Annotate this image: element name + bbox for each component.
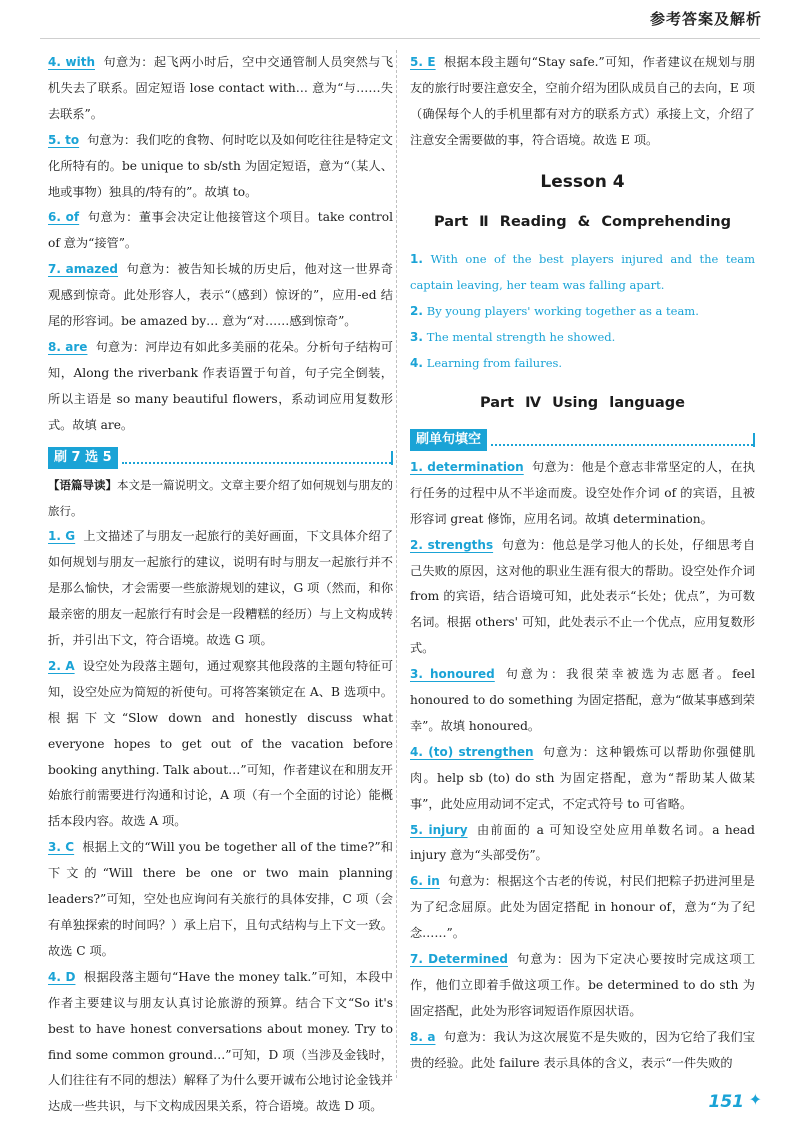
answer-item [410, 740, 755, 818]
answer-key: 7. Determined [410, 952, 508, 967]
answer-item [410, 869, 755, 947]
answer-key: 6. of [48, 210, 80, 225]
explanation-text: 句意为：被告知长城的历史后，他对这一世界奇观感到惊奇。此处形容人，表示“（感到）惊讶的”，应用-ed 结尾的形容词。be amazed by… 意为“对……感到惊奇”。 [48, 262, 394, 329]
answer-key: 6. in [410, 874, 440, 889]
explanation-text: 句意为：我很荣幸被选为志愿者。feel honoured to do something 为固定搭配，意为“做某事感到荣幸”。故填 honoured。 [410, 667, 755, 733]
reading-answer [410, 247, 755, 299]
answer-key: 5. to [48, 132, 80, 147]
answer-key: 3. honoured [410, 667, 495, 682]
section-banner-7-choose-5 [48, 447, 393, 469]
answer-key: 1. G [48, 529, 76, 544]
reading-number: 4. [410, 356, 423, 371]
answer-key: 5. injury [410, 822, 468, 837]
reading-number: 1. [410, 252, 423, 267]
banner-label: 刷 7 选 5 [48, 447, 118, 469]
answer-key: 4. with [48, 55, 95, 69]
explanation-text: 句意为：我们吃的食物、何时吃以及如何吃往往是特定文化所特有的。be unique to sb/sth 为固定短语，意为“（某人、地或事物）独具的/特有的”。故填 to。 [48, 132, 393, 199]
answer-item [48, 50, 393, 128]
explanation-text: 设空处为段落主题句，通过观察其他段落的主题句特征可知，设空处应为简短的祈使句。可将答案锁定在 A、B 选项中。根据下文“Slow down and honestly discuss what everyone hopes to get out of the vacation before booking anything. Talk about…”可知，作者建议在和朋友开始旅行前需要进行沟通和讨论，A 项（有一个全面的讨论）能概括本段内容。故选 A 项。 [48, 658, 394, 829]
answer-key: 3. C [48, 840, 75, 855]
explanation-text: 句意为：董事会决定让他接管这个项目。take control of 意为“接管”。 [48, 210, 393, 251]
explanation-text: 句意为：因为下定决心要按时完成这项工作，他们立即着手做这项工作。be determined to do sth 为固定搭配，此处为形容词短语作原因状语。 [410, 952, 756, 1018]
explanation-text: 上文描述了与朋友一起旅行的美好画面，下文具体介绍了如何规划与朋友一起旅行的建议，说明有时与朋友一起旅行并不是那么愉快，才会需要一些旅游规划的建议，G 项（然而，和你最亲密的朋友一起旅行有时会是一段糟糕的经历）与上文构成转折，并引出下文，符合语境。故选 G 项。 [48, 529, 394, 648]
explanation-text: 句意为：我认为这次展览不是失败的，因为它给了我们宝贵的经验。此处 failure 表示具体的含义，表示“一件失败的 [410, 1029, 756, 1070]
answer-key: 2. strengths [410, 537, 494, 552]
explanation-text: 句意为：这种锻炼可以帮助你强健肌肉。help sb (to) do sth 为固定搭配，意为“帮助某人做某事”，此处应用动词不定式，不定式符号 to 可省略。 [410, 744, 756, 811]
answer-key: 8. are [48, 339, 88, 354]
answer-item [48, 205, 393, 257]
page-number: 151 [708, 1092, 744, 1112]
reading-number: 3. [410, 330, 423, 345]
part-2-heading: Part Ⅱ Reading & Comprehending [434, 213, 731, 230]
explanation-text: 句意为：他总是学习他人的长处，仔细思考自己失败的原因，这对他的职业生涯有很大的帮助。设空处作介词 from 的宾语，结合语境可知，此处表示“长处；优点”，为可数名词。根据 others' 可知，此处表示不止一个优点，应用复数形式。 [410, 537, 756, 656]
answer-item [48, 128, 393, 206]
answer-key: 4. (to) strengthen [410, 744, 534, 759]
reading-answer [410, 351, 755, 377]
header-divider [40, 38, 760, 39]
answer-key: 4. D [48, 969, 76, 984]
explanation-text: 根据段落主题句“Have the money talk.”可知，本段中作者主要建议与朋友认真讨论旅游的预算。结合下文“So it's best to have honest conversations about money. Try to find some common ground…”可知，D 项（当涉及金钱时，人们往往有不同的想法）解释了为什么要开诚布公地讨论金钱并达成一些共识，与下文构成因果关系，符合语境。故选 D 项。 [48, 969, 393, 1114]
answer-key: 5. E [410, 55, 436, 69]
answer-key: 7. amazed [48, 262, 119, 277]
answer-item [48, 335, 393, 439]
reading-text: By young players' working together as a team. [426, 304, 699, 319]
right-column [410, 50, 755, 1077]
explanation-text: 由前面的 a 可知设空处应用单数名词。a head injury 意为“头部受伤”。 [410, 822, 755, 863]
answer-item [410, 50, 755, 154]
answer-item [410, 662, 755, 740]
answer-item [48, 524, 393, 654]
answer-item [48, 965, 393, 1120]
left-column [48, 50, 393, 1120]
explanation-text: 句意为：起飞两小时后，空中交通管制人员突然与飞机失去了联系。固定短语 lose contact with… 意为“与……失去联系”。 [48, 55, 394, 121]
passage-guide [48, 473, 393, 525]
answer-key: 8. a [410, 1029, 436, 1044]
answer-item [48, 835, 393, 965]
answer-key: 2. A [48, 658, 75, 673]
answer-item [48, 654, 393, 835]
explanation-text: 句意为：他是个意志非常坚定的人，在执行任务的过程中从不半途而废。设空处作介词 of 的宾语，且被形容词 great 修饰，应用名词。故填 determination。 [410, 459, 755, 526]
answer-key: 1. determination [410, 459, 524, 474]
explanation-text: 句意为：河岸边有如此多美丽的花朵。分析句子结构可知，Along the riverbank 作表语置于句首，句子完全倒装，所以主语是 so many beautiful flowers，系动词应用复数形式。故填 are。 [48, 339, 393, 432]
part-4-heading: Part Ⅳ Using language [479, 394, 686, 411]
section-banner-sentence-fill [410, 429, 755, 451]
guide-text: 本文是一篇说明文。文章主要介绍了如何规划与朋友的旅行。 [48, 477, 393, 518]
guide-label: 【语篇导读】 [48, 477, 117, 492]
explanation-text: 根据上文的“Will you be together all of the time?”和下文的“Will there be one or two main planning leaders?”可知，空处也应询问有关旅行的具体安排，C 项（会有单独探索的时间吗？）承上启下，且句式结构与上下文一致。故选 C 项。 [48, 840, 393, 958]
explanation-text: 根据本段主题句“Stay safe.”可知，作者建议在规划与朋友的旅行时要注意安全，空前介绍为团队成员自己的去向，E 项（确保每个人的手机里都有对方的联系方式）承接上文，介绍了注意安全需要做的事，符合语境。故选 E 项。 [410, 55, 755, 147]
lesson-heading: Lesson 4 [540, 171, 625, 192]
answer-item [410, 533, 755, 663]
sparkle-icon: ✦ [748, 1090, 762, 1109]
reading-answer [410, 299, 755, 325]
banner-label: 刷单句填空 [410, 429, 487, 451]
answer-item [410, 1025, 755, 1077]
page-header-title: 参考答案及解析 [649, 10, 762, 28]
reading-text: The mental strength he showed. [426, 330, 616, 345]
reading-number: 2. [410, 304, 423, 319]
explanation-text: 句意为：根据这个古老的传说，村民们把粽子扔进河里是为了纪念屈原。此处为固定搭配 in honour of，意为“为了纪念……”。 [410, 874, 755, 941]
reading-text: With one of the best players injured and the team captain leaving, her team was falling apart. [410, 252, 756, 293]
answer-item [410, 455, 755, 533]
reading-text: Learning from failures. [426, 356, 563, 371]
answer-item [410, 818, 755, 870]
reading-answer [410, 325, 755, 351]
answer-item [410, 947, 755, 1025]
column-divider [396, 50, 397, 1078]
answer-item [48, 257, 393, 335]
